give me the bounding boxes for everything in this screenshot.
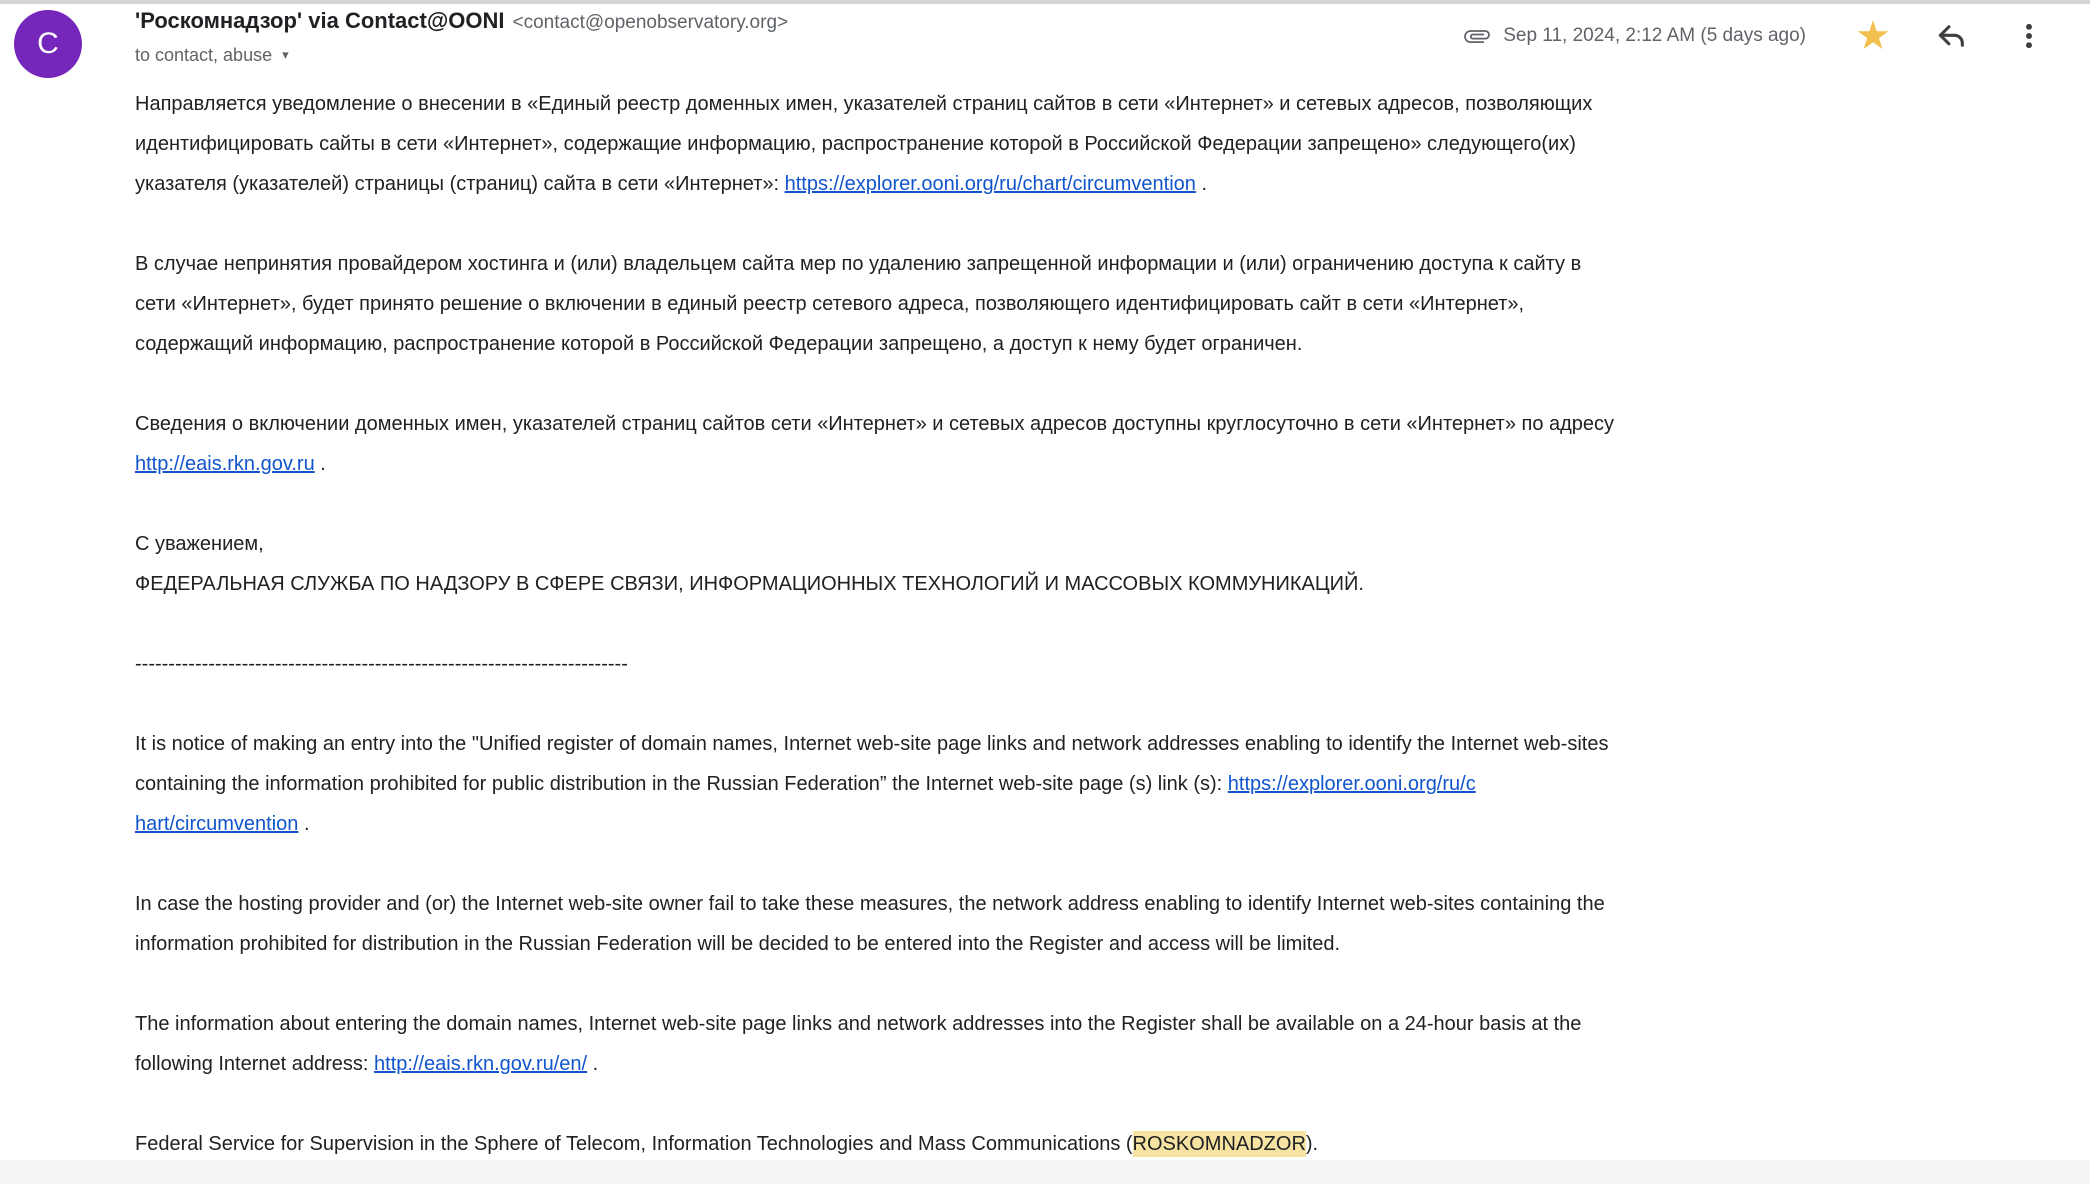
avatar[interactable]	[14, 10, 82, 78]
body-text: содержащий информацию, распространение которой в Российской Федерации запрещено, а доступ к нему будет ограничен.	[135, 333, 1303, 355]
paragraph-ru-notice	[135, 84, 2065, 204]
paragraph-ru-signature	[135, 524, 2065, 604]
body-line	[135, 444, 2065, 484]
body-text: ).	[1305, 1133, 1319, 1155]
body-text: указателя (указателей) страницы (страниц) сайта в сети «Интернет»:	[135, 173, 785, 195]
sender-email: <contact@openobservatory.org>	[512, 12, 789, 33]
body-text: information prohibited for distribution in the Russian Federation will be decided to be entered into the Register and access will be limited.	[135, 933, 1341, 955]
body-text: идентифицировать сайты в сети «Интернет», содержащие информацию, распространение которой в Российской Федерации запрещено» следующего(их)	[135, 133, 1576, 155]
body-line	[135, 124, 2065, 164]
body-line	[135, 84, 2065, 124]
paragraph-en-consequences	[135, 884, 2065, 964]
body-text: .	[587, 1053, 599, 1075]
body-line	[135, 924, 2065, 964]
recipients-toggle[interactable]	[135, 43, 289, 67]
body-text: сети «Интернет», будет принято решение о включении в единый реестр сетевого адреса, позволяющего идентифицировать сайт в сети «Интернет»,	[135, 293, 1525, 315]
chevron-down-icon: ▾	[282, 47, 289, 62]
body-text: С уважением,	[135, 533, 264, 555]
body-text: --------------------------------------------------------------------------	[135, 653, 628, 675]
paperclip-icon	[1463, 22, 1491, 50]
body-text: В случае непринятия провайдером хостинга и (или) владельцем сайта мер по удалению запрещенной информации и (или) ограничению доступа к сайту в	[135, 253, 1582, 275]
paragraph-ru-consequences	[135, 244, 2065, 364]
email-body	[135, 80, 2065, 1204]
sender-name: 'Роскомнадзор' via Contact@OONI	[135, 8, 505, 33]
body-line	[135, 324, 2065, 364]
body-line	[135, 524, 2065, 564]
body-text: It is notice of making an entry into the "Unified register of domain names, Internet web-site page links and network addresses enabling to identify the Internet web-sites	[135, 733, 1609, 755]
body-text: .	[298, 813, 310, 835]
body-text: Направляется уведомление о внесении в «Единый реестр доменных имен, указателей страниц сайтов в сети «Интернет» и сетевых адресов, позволяющих	[135, 93, 1593, 115]
signature-divider	[135, 644, 2065, 684]
body-line	[135, 164, 2065, 204]
body-text: .	[314, 453, 326, 475]
body-line	[135, 1044, 2065, 1084]
body-line	[135, 884, 2065, 924]
email-header	[0, 4, 2090, 82]
body-line	[135, 724, 2065, 764]
header-actions	[1463, 12, 2068, 60]
body-line	[135, 284, 2065, 324]
body-text: ФЕДЕРАЛЬНАЯ СЛУЖБА ПО НАДЗОРУ В СФЕРЕ СВЯЗИ, ИНФОРМАЦИОННЫХ ТЕХНОЛОГИЙ И МАССОВЫХ КОММУНИКАЦИЙ.	[135, 573, 1364, 595]
body-text: following Internet address:	[135, 1053, 375, 1075]
paragraph-en-notice	[135, 724, 2065, 844]
body-link[interactable]: hart/circumvention	[135, 813, 299, 835]
body-link[interactable]: https://explorer.ooni.org/ru/chart/circumvention	[784, 173, 1196, 195]
more-options-button[interactable]	[2006, 13, 2052, 59]
body-line	[135, 244, 2065, 284]
body-line	[135, 1004, 2065, 1044]
body-line	[135, 764, 2065, 804]
bottom-area	[0, 1160, 2090, 1184]
body-text: In case the hosting provider and (or) the Internet web-site owner fail to take these measures, the network address enabling to identify Internet web-sites containing the	[135, 893, 1605, 915]
body-line	[135, 644, 2065, 684]
body-text: .	[1195, 173, 1208, 195]
body-text: Federal Service for Supervision in the Sphere of Telecom, Information Technologies and Mass Communications (	[135, 1133, 1133, 1155]
body-line	[135, 404, 2065, 444]
body-line	[135, 1124, 2065, 1164]
body-text: containing the information prohibited for public distribution in the Russian Federation” the Internet web-site page (s) link (s):	[135, 773, 1228, 795]
paragraph-en-signature	[135, 1124, 2065, 1164]
body-link[interactable]: https://explorer.ooni.org/ru/c	[1227, 773, 1476, 795]
paragraph-en-register-info	[135, 1004, 2065, 1084]
body-link[interactable]: http://eais.rkn.gov.ru/en/	[374, 1053, 588, 1075]
star-button[interactable]: ★	[1850, 13, 1896, 59]
highlighted-text: ROSKOMNADZOR	[1132, 1133, 1306, 1155]
body-text: The information about entering the domain names, Internet web-site page links and network addresses into the Register shall be available on a 24-hour basis at the	[135, 1013, 1582, 1035]
paragraph-ru-register-info	[135, 404, 2065, 484]
body-line	[135, 804, 2065, 844]
email-date: Sep 11, 2024, 2:12 AM (5 days ago)	[1503, 25, 1806, 46]
body-link[interactable]: http://eais.rkn.gov.ru	[135, 453, 315, 475]
body-text: Сведения о включении доменных имен, указателей страниц сайтов сети «Интернет» и сетевых адресов доступны круглосуточно в сети «Интернет» по адресу	[135, 413, 1615, 435]
sender-line	[135, 6, 788, 39]
sender-block	[135, 6, 788, 67]
reply-button[interactable]	[1928, 13, 1974, 59]
avatar-letter: C	[37, 27, 59, 60]
body-line	[135, 564, 2065, 604]
recipients-label: to contact, abuse	[135, 45, 273, 65]
